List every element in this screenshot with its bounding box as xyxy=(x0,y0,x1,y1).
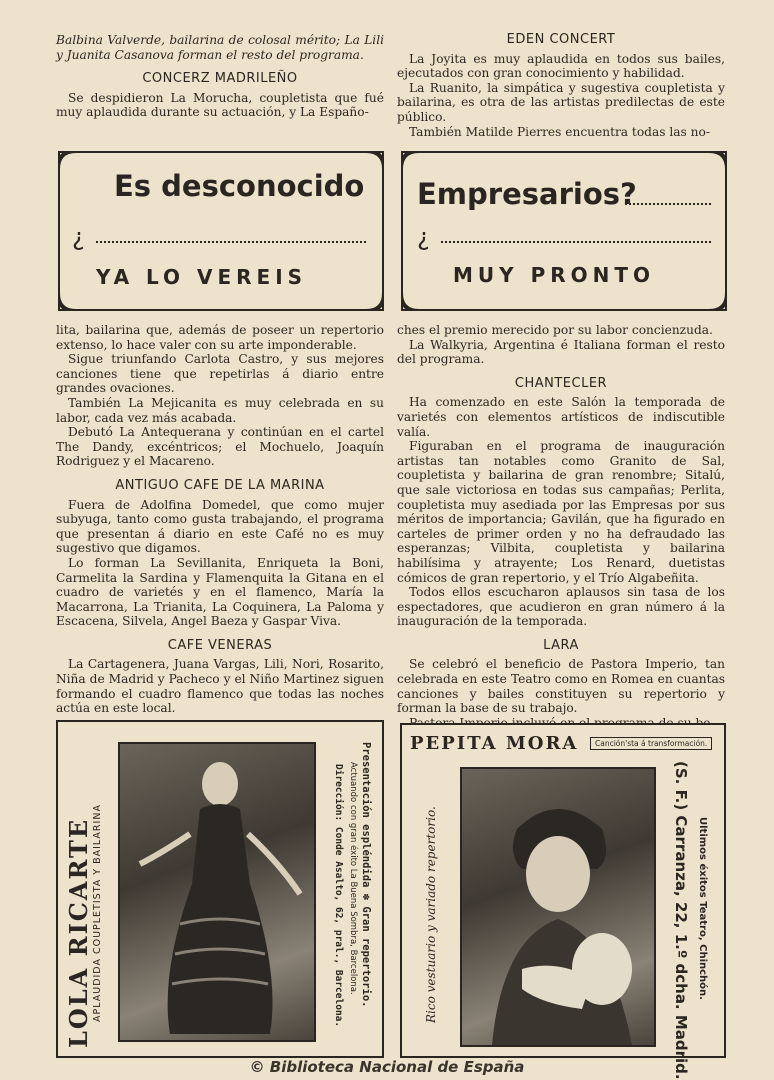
paragraph: La Ruanito, la simpática y sugestiva coupletista y bailarina, es otra de las artistas predilectas de este público. xyxy=(397,80,725,124)
dotted-line xyxy=(96,241,366,243)
ad-box-lola-ricarte xyxy=(56,720,384,1058)
paragraph: Lo forman La Sevillanita, Enriqueta la Boni, Carmelita la Sardina y Flamenquita la Gitana en el cuadro de varietés y en el flamenco, María la Macarrona, La Trianita, La Coquinera, La Paloma y Escacena, Silvela, Angel Baeza y Gaspar Viva. xyxy=(56,555,384,629)
dotted-line xyxy=(441,241,711,243)
ad-tagline: YA LO VEREIS xyxy=(96,265,308,289)
ad-question-mark: ¿ xyxy=(72,223,85,251)
paragraph: Sigue triunfando Carlota Castro, y sus mejores canciones tiene que repetirlas á diario entre grandes ovaciones. xyxy=(56,352,384,396)
section-heading-veneras: CAFE VENERAS xyxy=(167,637,273,653)
library-watermark: © Biblioteca Nacional de España xyxy=(249,1058,525,1076)
paragraph: lita, bailarina que, además de poseer un repertorio extenso, lo hace valer con su arte imponderable. xyxy=(56,323,384,352)
section-heading-lara: LARA xyxy=(543,637,579,653)
paragraph: La Walkyria, Argentina é Italiana forman el resto del programa. xyxy=(397,337,725,367)
dancer-silhouette xyxy=(120,744,314,1040)
column-top-left xyxy=(56,33,384,120)
paragraph: ches el premio merecido por su labor concienzuda. xyxy=(397,323,713,337)
paragraph: Debutó La Antequerana y continúan en el cartel The Dandy, excéntricos; el Mochuelo, Joaquín Rodriguez y el Macareno. xyxy=(56,425,384,469)
paragraph: Se celebró el beneficio de Pastora Imperio, tan celebrada en este Teatro como en Romea en cuantas canciones y bailes constituyen su repertorio y forman la base de su trabajo. xyxy=(397,657,725,716)
ad-line: Ultimos éxitos Teatro, Chinchón. xyxy=(697,817,708,1000)
artist-tag: Canción'sta á transformación. xyxy=(590,737,712,750)
paragraph: Fuera de Adolfina Domedel, que como mujer subyuga, tanto como gusta trabajando, el programa que presentan á diario en este Café no es muy sugestivo que digamos. xyxy=(56,497,384,556)
artist-photo xyxy=(118,742,316,1042)
ad-line: (S. F.) Carranza, 22, 1.º dcha. Madrid. xyxy=(672,761,690,1080)
ad-box-pepita-mora xyxy=(400,723,726,1080)
artist-name: LOLA RICARTE xyxy=(64,817,93,1048)
paragraph: También La Mejicanita es muy celebrada en su labor, cada vez más acabada. xyxy=(56,395,384,425)
ad-line: Actuando con gran éxito La Buena Sombra, Barcelona. xyxy=(348,762,358,995)
ad-question-mark: ¿ xyxy=(417,223,430,251)
portrait-silhouette xyxy=(462,769,654,1045)
section-heading-concerz: CONCERZ MADRILEÑO xyxy=(142,71,298,87)
section-heading-marina: ANTIGUO CAFE DE LA MARINA xyxy=(115,477,325,493)
dotted-line xyxy=(625,203,711,205)
paragraph: Ha comenzado en este Salón la temporada de varietés con elementos artísticos de indiscutible valía. xyxy=(397,395,725,439)
paragraph: Balbina Valverde, bailarina de colosal mérito; La Lili y Juanita Casanova forman el resto del programa. xyxy=(56,33,384,62)
ad-tagline: MUY PRONTO xyxy=(453,263,656,287)
paragraph: También Matilde Pierres encuentra todas las no- xyxy=(409,124,710,139)
artist-subtitle: APLAUDIDA COUPLETISTA Y BAILARINA xyxy=(92,804,103,1022)
ad-headline: Empresarios? xyxy=(417,177,637,211)
ornament-frame xyxy=(401,151,727,311)
column-mid-left xyxy=(56,323,384,716)
paragraph: Figuraban en el programa de inauguración artistas tan notables como Granito de Sal, coupletista y bailarina de gran renombre; Sitalú, que sale victoriosa en todas sus campañas; Perlita, coupletista muy asediada por las Empresas por sus méritos de importancia; Gavilán, que ha figurado en carteles de primer orden y no ha defraudado las esperanzas; Vilbita, coupletista y bailarina habilísima y atrayente; Los Renard, duetistas cómicos de gran repertorio, y el Trío Algabeñita. xyxy=(397,439,725,585)
artist-photo xyxy=(460,767,656,1047)
paragraph: Todos ellos escucharon aplausos sin tasa de los espectadores, que acudieron en gran número á la inauguración de la temporada. xyxy=(397,585,725,629)
ad-line: Presentación espléndida ✽ Gran repertorio. xyxy=(360,742,372,1008)
ad-line: Dirección: Conde Asalto, 62, pral., Barcelona. xyxy=(333,764,344,1028)
column-top-right xyxy=(397,33,725,139)
ad-box-empresarios xyxy=(401,151,727,311)
paragraph: La Cartagenera, Juana Vargas, Lili, Nori, Rosarito, Niña de Madrid y Pacheco y el Niño Martinez siguen formando el cuadro flamenco que todas las noches actúa en este local. xyxy=(56,657,384,716)
section-heading-chantecler: CHANTECLER xyxy=(514,375,608,391)
ad-side-text: Rico vestuario y variado repertorio. xyxy=(424,806,438,1023)
column-mid-right xyxy=(397,323,725,730)
artist-name: PEPITA MORA xyxy=(410,733,579,754)
paragraph: La Joyita es muy aplaudida en todos sus bailes, ejecutados con gran conocimiento y habilidad. xyxy=(397,51,725,81)
paragraph: Se despidieron La Morucha, coupletista que fué muy aplaudida durante su actuación, y La Españo- xyxy=(56,90,384,120)
section-heading-eden: EDEN CONCERT xyxy=(506,32,616,47)
ad-box-desconocido xyxy=(58,151,384,311)
ad-headline: Es desconocido xyxy=(114,169,365,203)
